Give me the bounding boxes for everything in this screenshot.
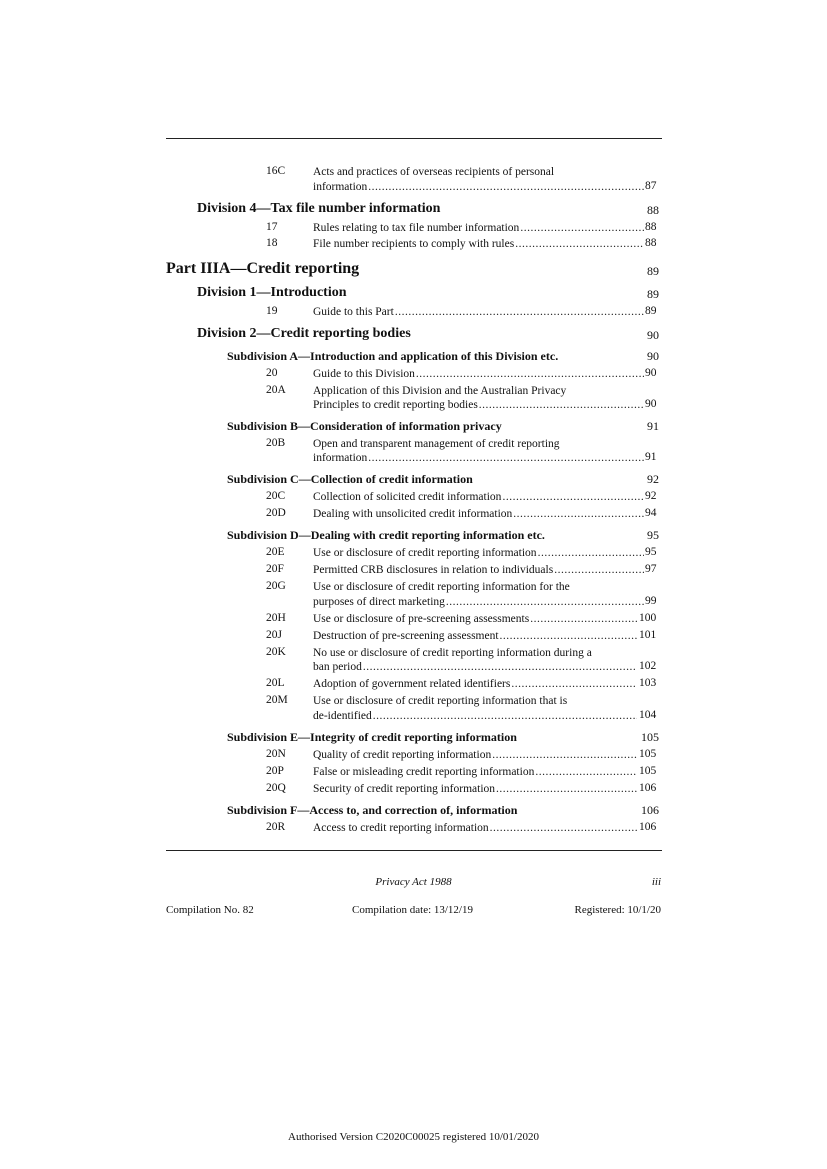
dot-leader <box>500 629 637 644</box>
toc-entry-20q[interactable] <box>313 782 638 797</box>
act-title: Privacy Act 1988 <box>375 876 452 888</box>
dot-leader <box>373 709 637 724</box>
division-heading[interactable]: Division 2—Credit reporting bodies <box>197 326 411 341</box>
section-number: 20P <box>266 765 284 777</box>
toc-entry-20r[interactable] <box>313 821 638 836</box>
section-number: 20R <box>266 821 286 833</box>
section-number: 20F <box>266 563 284 575</box>
page-number: 106 <box>639 821 657 833</box>
dot-leader <box>492 748 637 763</box>
subdivision-page: 105 <box>641 730 659 744</box>
section-title: ban period <box>313 661 362 673</box>
page-number: 89 <box>645 305 657 317</box>
dot-leader <box>490 821 637 836</box>
dot-leader <box>395 305 644 320</box>
toc-entry-20l[interactable] <box>313 677 638 692</box>
toc-entry-16c[interactable] <box>313 180 645 195</box>
toc-entry-20b[interactable] <box>313 451 645 466</box>
subdivision-heading[interactable]: Subdivision E—Integrity of credit reporting information <box>227 730 517 744</box>
toc-entry-20p[interactable] <box>313 765 638 780</box>
section-title: Guide to this Part <box>313 306 394 318</box>
dot-leader <box>515 237 644 252</box>
section-title-line: Acts and practices of overseas recipients of personal <box>313 166 555 178</box>
page-number: 94 <box>645 507 657 519</box>
section-title: Destruction of pre-screening assessment <box>313 630 499 642</box>
page-number: 88 <box>645 237 657 249</box>
dot-leader <box>520 221 644 236</box>
toc-entry-20g[interactable] <box>313 595 645 610</box>
section-number: 19 <box>266 305 278 317</box>
dot-leader <box>513 507 644 522</box>
division-page: 89 <box>647 287 659 301</box>
toc-entry-20h[interactable] <box>313 612 638 627</box>
dot-leader <box>535 765 637 780</box>
dot-leader <box>368 451 644 466</box>
toc-entry-20n[interactable] <box>313 748 638 763</box>
section-number: 16C <box>266 165 286 177</box>
page-number: 92 <box>645 490 657 502</box>
dot-leader <box>363 660 637 675</box>
dot-leader <box>538 546 644 561</box>
subdivision-heading[interactable]: Subdivision B—Consideration of information privacy <box>227 419 502 433</box>
section-number: 17 <box>266 221 278 233</box>
toc-entry-19[interactable] <box>313 305 645 320</box>
section-number: 20 <box>266 367 278 379</box>
subdivision-page: 92 <box>647 472 659 486</box>
toc-entry-20c[interactable] <box>313 490 645 505</box>
section-number: 20J <box>266 629 282 641</box>
section-title: Use or disclosure of credit reporting information <box>313 547 537 559</box>
toc-entry-20[interactable] <box>313 367 645 382</box>
section-number: 20L <box>266 677 285 689</box>
section-number: 20D <box>266 507 286 519</box>
page-number: 104 <box>639 709 657 721</box>
division-page: 88 <box>647 203 659 217</box>
page-number: 105 <box>639 748 657 760</box>
section-title: de-identified <box>313 710 372 722</box>
dot-leader <box>496 782 637 797</box>
compilation-date: Compilation date: 13/12/19 <box>352 904 473 916</box>
section-title: Rules relating to tax file number information <box>313 222 520 234</box>
page-number: 105 <box>639 765 657 777</box>
page-number: 88 <box>645 221 657 233</box>
section-title: Security of credit reporting information <box>313 783 496 795</box>
footer-rule <box>166 850 662 851</box>
section-number: 18 <box>266 237 278 249</box>
section-title-line: Use or disclosure of credit reporting information for the <box>313 581 570 593</box>
toc-entry-20m[interactable] <box>313 709 638 724</box>
subdivision-page: 91 <box>647 419 659 433</box>
section-title: Access to credit reporting information <box>313 822 489 834</box>
subdivision-heading[interactable]: Subdivision A—Introduction and application of this Division etc. <box>227 349 559 363</box>
toc-entry-20a[interactable] <box>313 398 645 413</box>
division-page: 90 <box>647 328 659 342</box>
section-number: 20G <box>266 580 286 592</box>
section-title: Permitted CRB disclosures in relation to individuals <box>313 564 554 576</box>
page-number: 90 <box>645 398 657 410</box>
toc-entry-20j[interactable] <box>313 629 638 644</box>
registered-date: Registered: 10/1/20 <box>574 904 661 916</box>
section-number: 20N <box>266 748 286 760</box>
section-title-line: Application of this Division and the Australian Privacy <box>313 385 567 397</box>
section-number: 20Q <box>266 782 286 794</box>
section-title: Guide to this Division <box>313 368 415 380</box>
section-title: Quality of credit reporting information <box>313 749 492 761</box>
dot-leader <box>446 595 644 610</box>
page-numeral: iii <box>651 876 661 888</box>
section-title: Principles to credit reporting bodies <box>313 399 478 411</box>
section-number: 20B <box>266 437 286 449</box>
page-number: 102 <box>639 660 657 672</box>
toc-entry-20d[interactable] <box>313 507 645 522</box>
subdivision-page: 106 <box>641 803 659 817</box>
dot-leader <box>416 367 644 382</box>
subdivision-heading[interactable]: Subdivision C—Collection of credit information <box>227 472 473 486</box>
subdivision-page: 95 <box>647 528 659 542</box>
dot-leader <box>530 612 637 627</box>
section-title: Collection of solicited credit information <box>313 491 502 503</box>
toc-entry-20e[interactable] <box>313 546 645 561</box>
page-number: 87 <box>645 180 657 192</box>
section-number: 20E <box>266 546 285 558</box>
toc-entry-18[interactable] <box>313 237 645 252</box>
section-title-line: Open and transparent management of credit reporting <box>313 438 560 450</box>
page-number: 101 <box>639 629 657 641</box>
section-number: 20H <box>266 612 286 624</box>
section-number: 20C <box>266 490 286 502</box>
toc-entry-17[interactable] <box>313 221 645 236</box>
authorised-version: Authorised Version C2020C00025 registered 10/01/2020 <box>288 1131 539 1143</box>
dot-leader <box>502 490 644 505</box>
page-number: 100 <box>639 612 657 624</box>
page-number: 95 <box>645 546 657 558</box>
section-title: Adoption of government related identifiers <box>313 678 511 690</box>
page-number: 91 <box>645 451 657 463</box>
section-number: 20K <box>266 646 286 658</box>
division-heading[interactable]: Division 1—Introduction <box>197 285 347 300</box>
page-number: 97 <box>645 563 657 575</box>
toc-entry-20f[interactable] <box>313 563 645 578</box>
section-title: File number recipients to comply with rules <box>313 238 515 250</box>
subdivision-heading[interactable]: Subdivision D—Dealing with credit reporting information etc. <box>227 528 545 542</box>
dot-leader <box>368 180 644 195</box>
subdivision-heading[interactable]: Subdivision F—Access to, and correction of, information <box>227 803 518 817</box>
dot-leader <box>554 563 644 578</box>
page-number: 99 <box>645 595 657 607</box>
dot-leader <box>479 398 644 413</box>
page-number: 103 <box>639 677 657 689</box>
page-number: 90 <box>645 367 657 379</box>
subdivision-page: 90 <box>647 349 659 363</box>
page-number: 106 <box>639 782 657 794</box>
section-title: Use or disclosure of pre-screening assessments <box>313 613 530 625</box>
section-title: information <box>313 452 368 464</box>
toc-entry-20k[interactable] <box>313 660 638 675</box>
part-heading[interactable]: Part IIIA—Credit reporting <box>166 260 360 277</box>
section-number: 20M <box>266 694 288 706</box>
section-number: 20A <box>266 384 286 396</box>
compilation-number: Compilation No. 82 <box>166 904 254 916</box>
section-title: information <box>313 181 368 193</box>
part-page: 89 <box>647 264 659 278</box>
header-rule <box>166 138 662 139</box>
division-heading[interactable]: Division 4—Tax file number information <box>197 201 441 216</box>
section-title-line: No use or disclosure of credit reporting information during a <box>313 647 592 659</box>
section-title: False or misleading credit reporting information <box>313 766 535 778</box>
section-title: Dealing with unsolicited credit information <box>313 508 513 520</box>
dot-leader <box>511 677 637 692</box>
section-title: purposes of direct marketing <box>313 596 445 608</box>
section-title-line: Use or disclosure of credit reporting information that is <box>313 695 568 707</box>
